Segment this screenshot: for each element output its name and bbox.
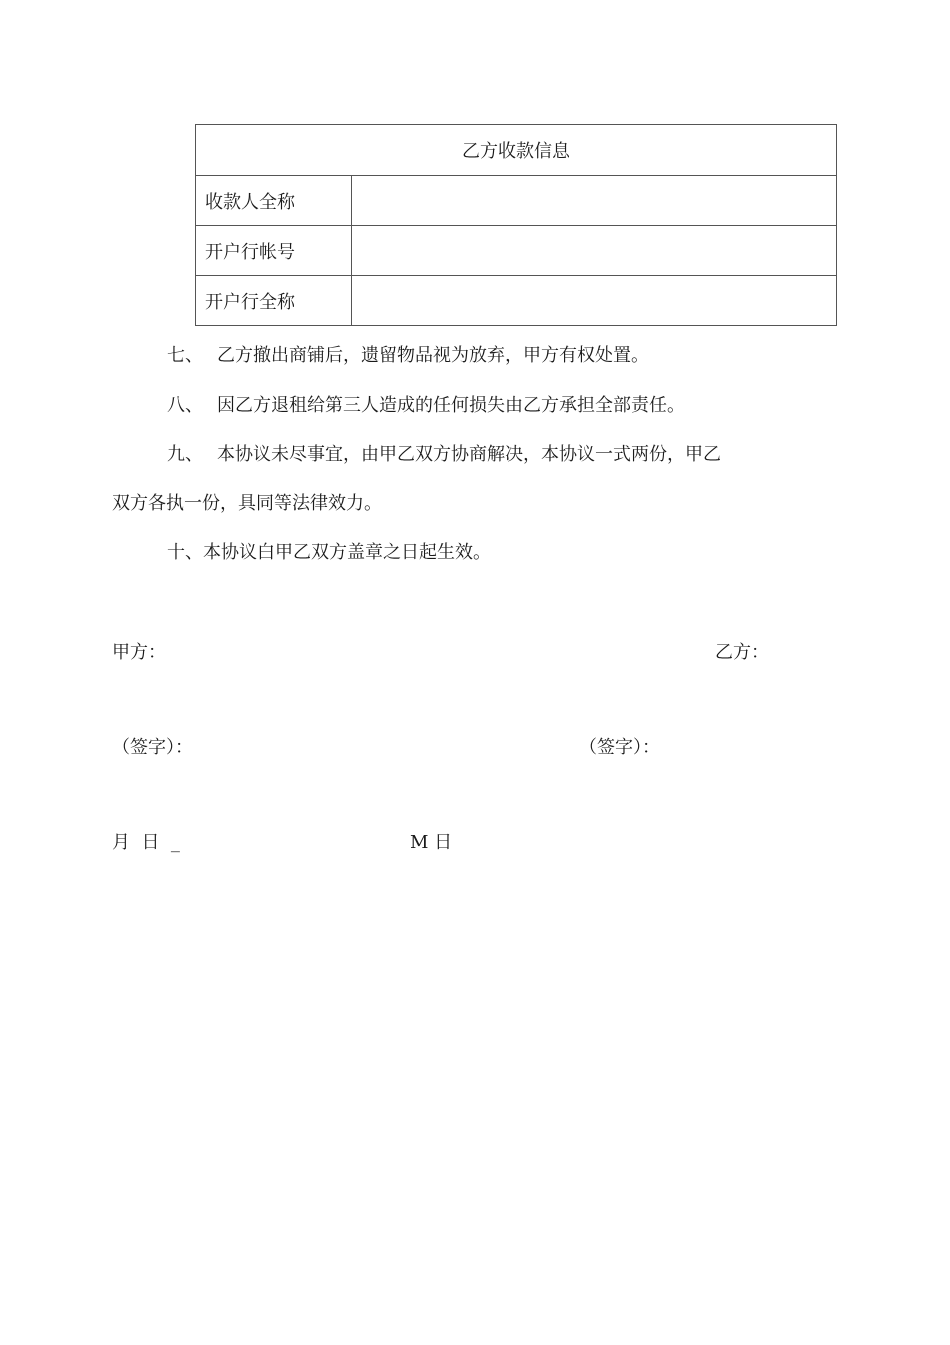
party-b-date: M 日 bbox=[410, 832, 453, 853]
clause-7-text: 乙方撤出商铺后，遗留物品视为放弃，甲方有权处置。 bbox=[217, 345, 649, 366]
table-header-row bbox=[196, 125, 837, 176]
party-a-date: 月 日 _ bbox=[112, 832, 180, 853]
clause-7-number: 七、 bbox=[167, 345, 203, 366]
clause-8-number: 八、 bbox=[167, 395, 203, 416]
clause-8-text: 因乙方退租给第三人造成的任何损失由乙方承担全部责任。 bbox=[217, 395, 685, 416]
table-row bbox=[196, 176, 837, 226]
row-value-bank-name bbox=[352, 276, 837, 326]
clause-9-text-line1: 本协议未尽事宜，由甲乙双方协商解决，本协议一式两份，甲乙 bbox=[217, 444, 721, 465]
row-label-bank-name: 开户行全称 bbox=[196, 276, 352, 326]
row-label-account-number: 开户行帐号 bbox=[196, 226, 352, 276]
clause-9-text-line2: 双方各执一份，具同等法律效力。 bbox=[112, 493, 382, 514]
row-label-payee-name: 收款人全称 bbox=[196, 176, 352, 226]
party-a-signature: （签字）： bbox=[112, 737, 193, 758]
clause-7 bbox=[167, 341, 649, 367]
table-title: 乙方收款信息 bbox=[196, 125, 837, 176]
party-a-label: 甲方： bbox=[112, 642, 166, 663]
clause-10: 十、本协议白甲乙双方盖章之日起生效。 bbox=[167, 542, 491, 563]
row-value-account-number bbox=[352, 226, 837, 276]
row-value-payee-name bbox=[352, 176, 837, 226]
party-b-label: 乙方： bbox=[715, 642, 769, 663]
payee-info-table bbox=[195, 124, 837, 326]
clause-9 bbox=[167, 440, 721, 466]
table-row bbox=[196, 226, 837, 276]
party-b-signature: （签字）： bbox=[579, 737, 660, 758]
table-row bbox=[196, 276, 837, 326]
clause-9-number: 九、 bbox=[167, 444, 203, 465]
clause-8 bbox=[167, 391, 685, 417]
